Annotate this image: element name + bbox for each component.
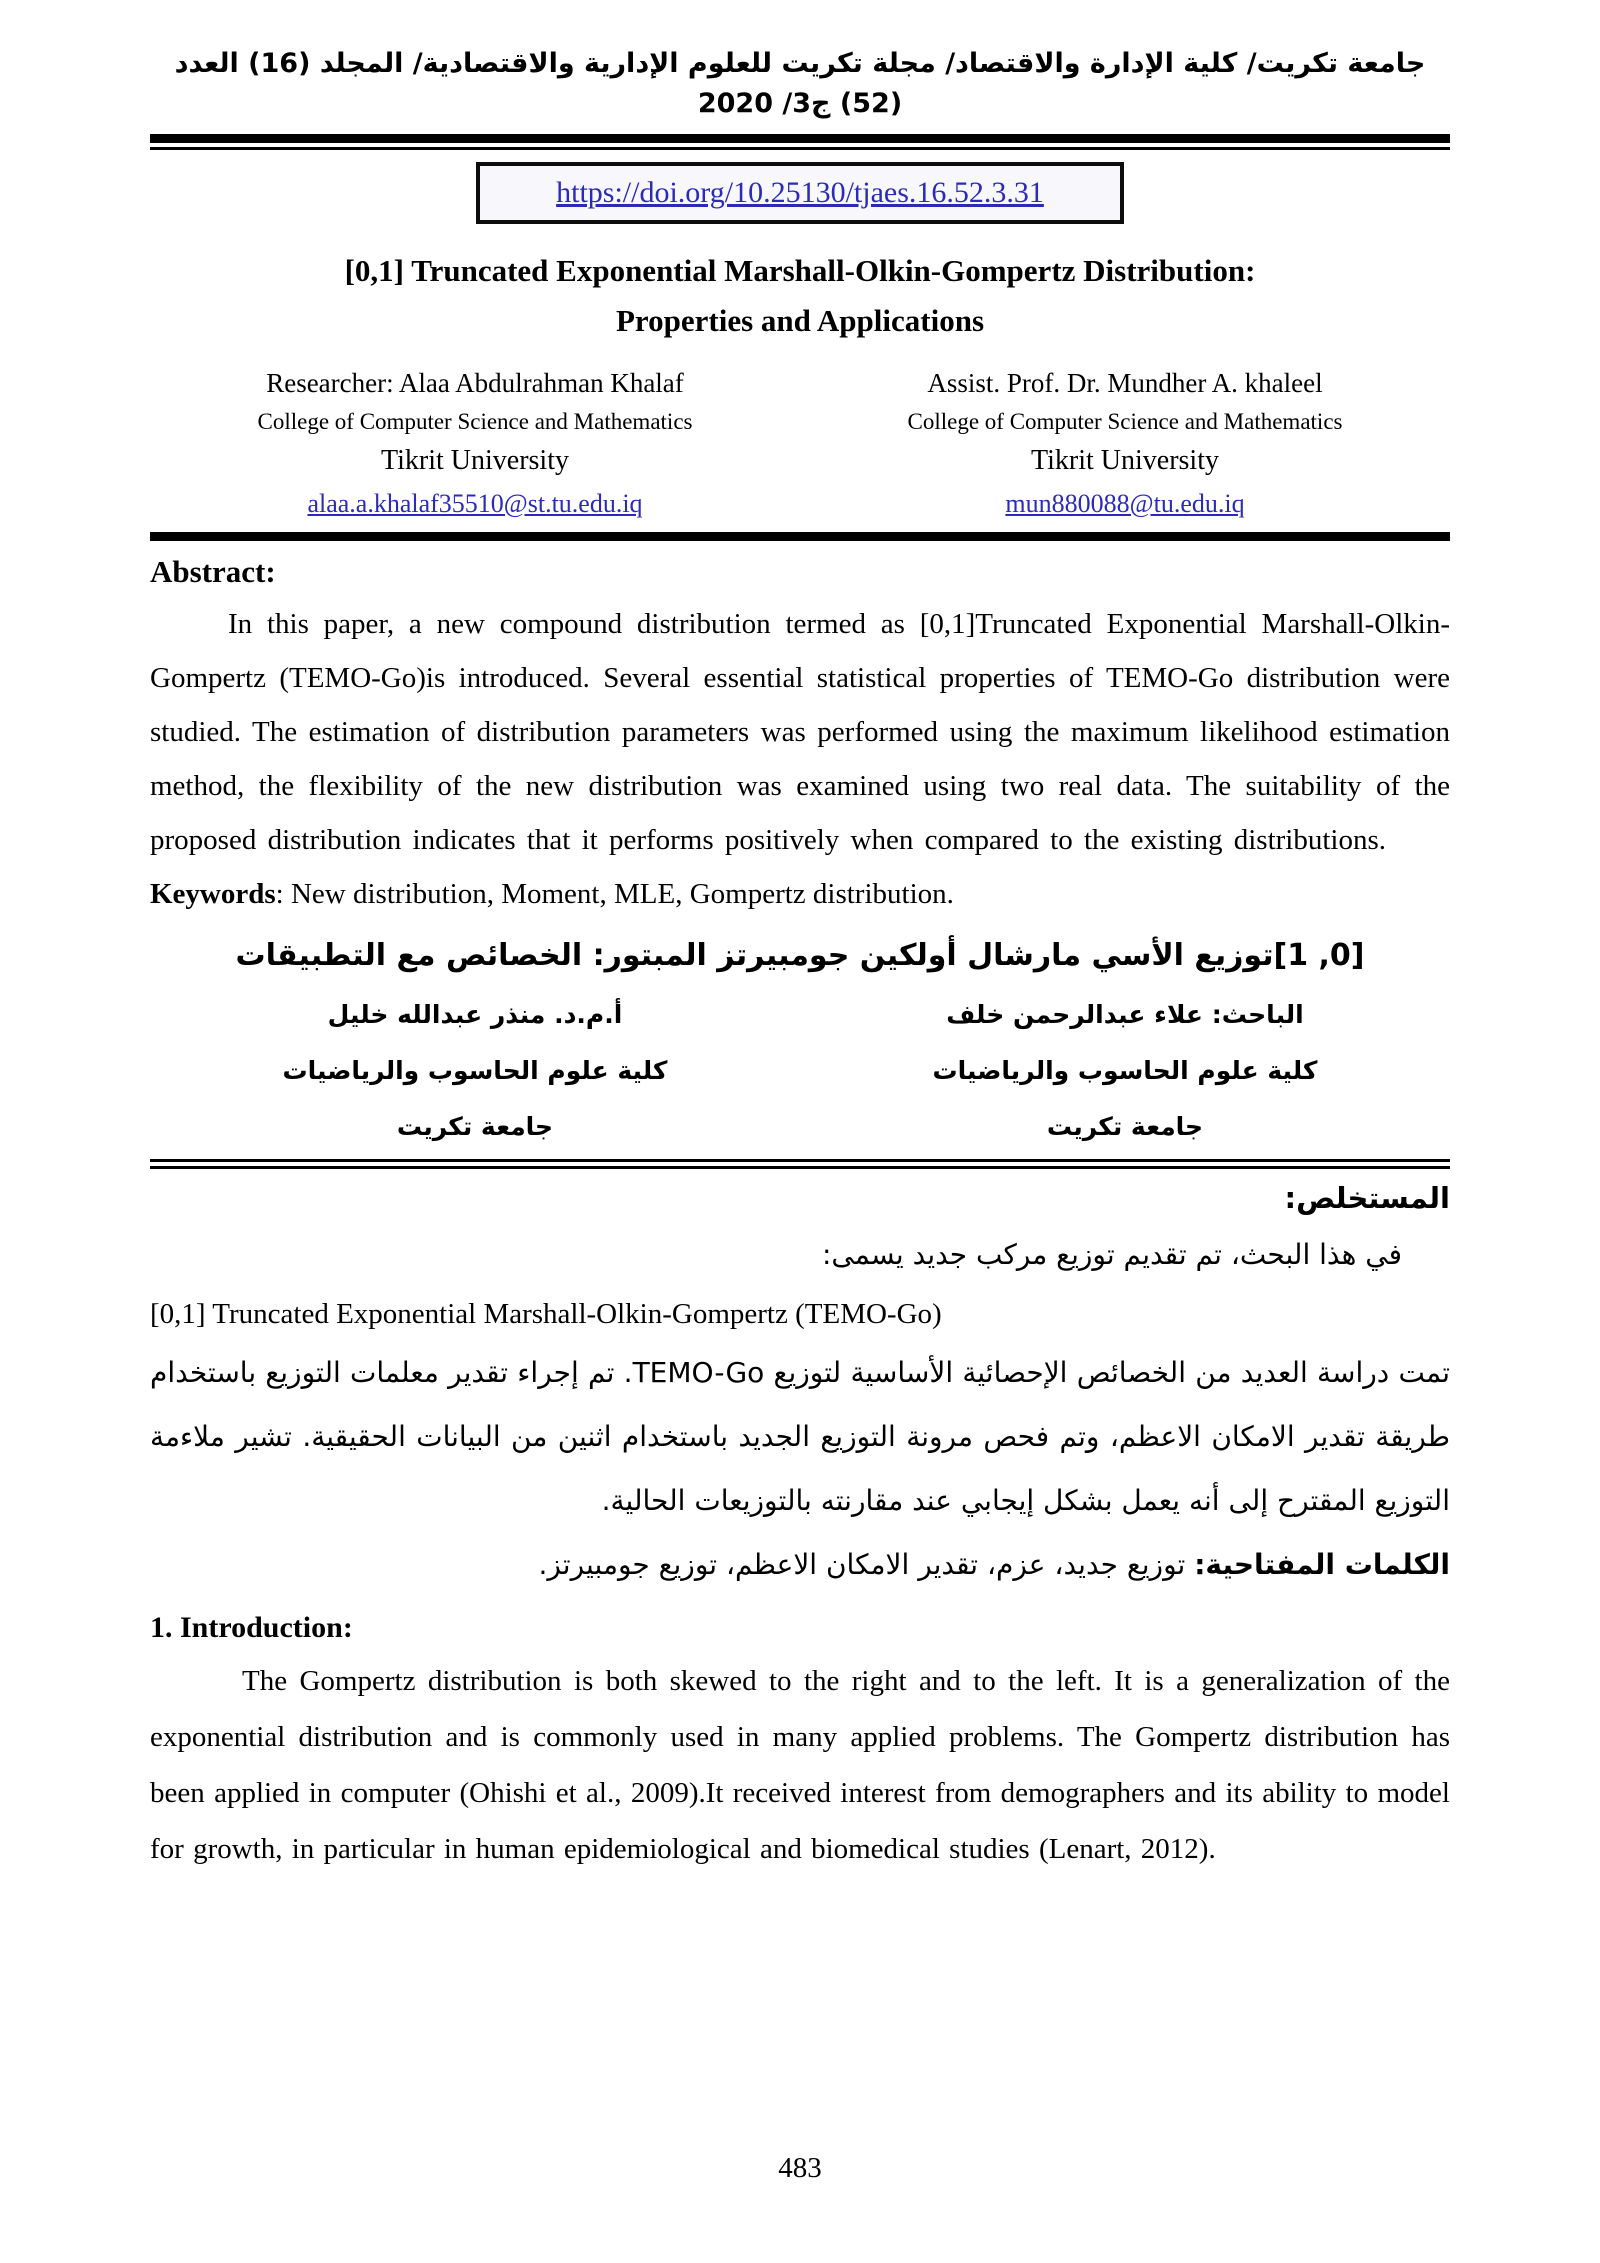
author-university: Tikrit University <box>381 445 569 476</box>
header-rule-thick <box>150 134 1450 143</box>
header-rule-thin <box>150 147 1450 150</box>
arabic-keywords-label: الكلمات المفتاحية: <box>1194 1548 1450 1581</box>
arabic-keywords-line <box>150 1533 1450 1597</box>
header-rule <box>150 134 1450 150</box>
author-college: College of Computer Science and Mathematics <box>907 409 1343 434</box>
abstract-paragraph: In this paper, a new compound distribution termed as [0,1]Truncated Exponential Marshall-Olkin-Gompertz (TEMO-Go)is introduced. Several essential statistical properties of TEMO-Go distribution were studied. The estimation of distribution parameters was performed using the maximum likelihood estimation method, the flexibility of the new distribution was examined using two real data. The suitability of the proposed distribution indicates that it performs positively when compared to the existing distributions. <box>150 608 1450 856</box>
arabic-author-right <box>800 987 1450 1155</box>
keywords-text: : New distribution, Moment, MLE, Gompertz distribution. <box>275 878 954 910</box>
arabic-author-college: كلية علوم الحاسوب والرياضيات <box>932 1056 1318 1085</box>
arabic-abstract-english-line: [0,1] Truncated Exponential Marshall-Olkin-Gompertz (TEMO-Go) <box>150 1298 942 1330</box>
authors-row <box>150 362 1450 524</box>
authors-bottom-rule <box>150 532 1450 541</box>
paper-title-line1: [0,1] Truncated Exponential Marshall-Olkin-Gompertz Distribution: <box>344 253 1256 288</box>
introduction-paragraph: The Gompertz distribution is both skewed to the right and to the left. It is a generalization of the exponential distribution and is commonly used in many applied problems. The Gompertz distribution has been applied in computer (Ohishi et al., 2009).It received interest from demographers and its ability to model for growth, in particular in human epidemiological and biomedical studies (Lenart, 2012). <box>150 1665 1450 1865</box>
arabic-authors-rule <box>150 1159 1450 1169</box>
paper-title-line2: Properties and Applications <box>615 303 985 338</box>
keywords-line <box>150 867 1450 921</box>
arabic-author-name: الباحث: علاء عبدالرحمن خلف <box>946 1000 1304 1029</box>
author-left <box>150 362 800 524</box>
author-email[interactable]: mun880088@tu.edu.iq <box>1005 489 1245 518</box>
arabic-authors-row <box>150 987 1450 1155</box>
author-right <box>800 362 1450 524</box>
author-college: College of Computer Science and Mathematics <box>257 409 693 434</box>
doi-box <box>476 162 1124 224</box>
arabic-title: [0, 1]توزيع الأسي مارشال أولكين جومبيرتز المبتور: الخصائص مع التطبيقات <box>235 938 1365 973</box>
arabic-author-university: جامعة تكريت <box>1046 1112 1204 1141</box>
doi-link[interactable]: https://doi.org/10.25130/tjaes.16.52.3.31 <box>556 176 1044 209</box>
journal-header: جامعة تكريت/ كلية الإدارة والاقتصاد/ مجلة تكريت للعلوم الإدارية والاقتصادية/ المجلد (16) العدد (52) ج3/ 2020 <box>174 48 1426 119</box>
paper-title <box>150 246 1450 346</box>
arabic-author-left <box>150 987 800 1155</box>
arabic-abstract-paragraph: تمت دراسة العديد من الخصائص الإحصائية الأساسية لتوزيع TEMO-Go. تم إجراء تقدير معلمات التوزيع باستخدام طريقة تقدير الامكان الاعظم، وتم فحص مرونة التوزيع الجديد باستخدام اثنين من البيانات الحقيقية. تشير ملاءمة التوزيع المقترح إلى أنه يعمل بشكل إيجابي عند مقارنته بالتوزيعات الحالية. <box>150 1356 1450 1517</box>
author-name: Assist. Prof. Dr. Mundher A. khaleel <box>927 368 1323 398</box>
arabic-author-university: جامعة تكريت <box>396 1112 554 1141</box>
arabic-keywords-text: توزيع جديد، عزم، تقدير الامكان الاعظم، توزيع جومبيرتز. <box>538 1548 1195 1581</box>
page-number: 483 <box>778 2152 822 2184</box>
introduction-heading: 1. Introduction: <box>150 1611 353 1644</box>
arabic-abstract-heading: المستخلص: <box>1284 1181 1450 1215</box>
abstract-heading: Abstract: <box>150 554 276 589</box>
arabic-abstract-intro-line: في هذا البحث، تم تقديم توزيع مركب جديد يسمى: <box>821 1238 1402 1271</box>
author-name: Researcher: Alaa Abdulrahman Khalaf <box>266 368 684 398</box>
arabic-author-college: كلية علوم الحاسوب والرياضيات <box>282 1056 668 1085</box>
arabic-rule-bottom <box>150 1166 1450 1169</box>
arabic-author-name: أ.م.د. منذر عبدالله خليل <box>327 1000 623 1029</box>
author-email[interactable]: alaa.a.khalaf35510@st.tu.edu.iq <box>307 489 643 518</box>
keywords-label: Keywords <box>150 878 276 910</box>
author-university: Tikrit University <box>1031 445 1219 476</box>
